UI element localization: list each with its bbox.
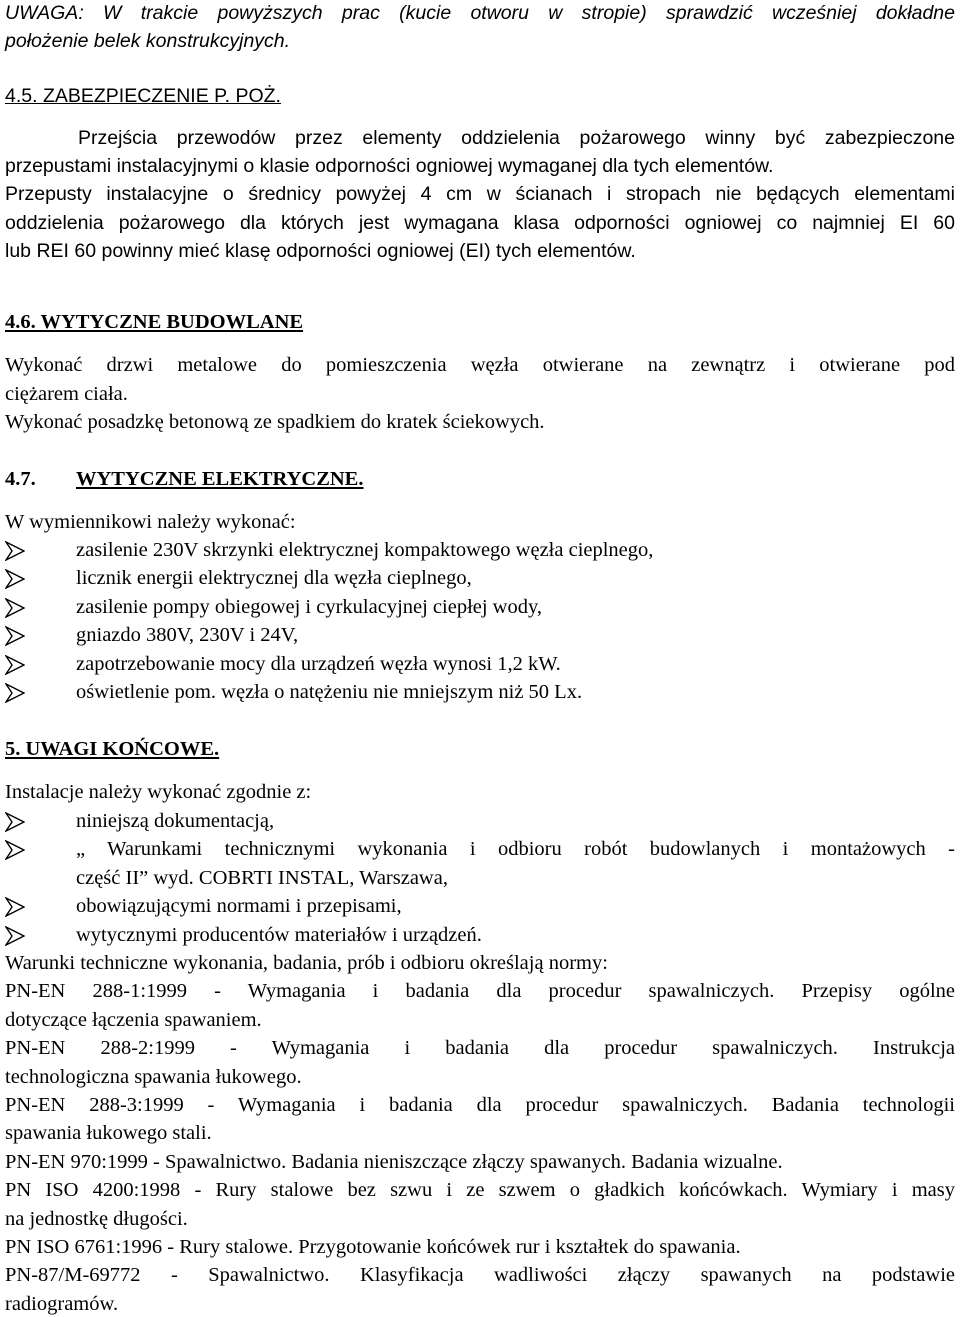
arrow-bullet-icon bbox=[5, 840, 25, 860]
section-4-5-heading: 4.5. ZABEZPIECZENIE P. POŻ. bbox=[5, 85, 281, 107]
list-item-text: niniejszą dokumentacją, bbox=[76, 810, 275, 832]
norms-intro: Warunki techniczne wykonania, badania, prób i odbioru określają normy: bbox=[5, 952, 608, 974]
arrow-bullet-icon bbox=[5, 926, 25, 946]
sec45-p2-line-3: lub REI 60 powinny mieć klasę odporności ogniowej (EI) tych elementów. bbox=[5, 240, 636, 262]
sec5-intro: Instalacje należy wykonać zgodnie z: bbox=[5, 781, 312, 803]
norm-line-cont: spawania łukowego stali. bbox=[5, 1122, 212, 1144]
list-item-text: licznik energii elektrycznej dla węzła cieplnego, bbox=[76, 567, 472, 589]
section-5-heading: 5. UWAGI KOŃCOWE. bbox=[5, 738, 220, 760]
section-4-7-heading: WYTYCZNE ELEKTRYCZNE. bbox=[76, 468, 364, 490]
norm-line: PN-EN 288-3:1999 - Wymagania i badania dla procedur spawalniczych. Badania technologii bbox=[5, 1094, 955, 1116]
arrow-bullet-icon bbox=[5, 897, 25, 917]
list-item-text: zasilenie pompy obiegowej i cyrkulacyjnej ciepłej wody, bbox=[76, 596, 543, 618]
uwaga-line-1: UWAGA: W trakcie powyższych prac (kucie otworu w stropie) sprawdzić wcześniej dokładne bbox=[5, 2, 955, 24]
sec45-p1-line-2: przepustami instalacyjnymi o klasie odporności ogniowej wymaganej dla tych elementów. bbox=[5, 155, 774, 177]
list-item-text: obowiązującymi normami i przepisami, bbox=[76, 895, 402, 917]
list-item-text: oświetlenie pom. węzła o natężeniu nie mniejszym niż 50 Lx. bbox=[76, 681, 583, 703]
norm-line-cont: radiogramów. bbox=[5, 1293, 119, 1315]
sec46-line-2: ciężarem ciała. bbox=[5, 383, 128, 405]
sec46-line-1: Wykonać drzwi metalowe do pomieszczenia węzła otwierane na zewnątrz i otwierane pod bbox=[5, 354, 955, 376]
list-item-text: gniazdo 380V, 230V i 24V, bbox=[76, 624, 299, 646]
norm-line: PN-EN 288-2:1999 - Wymagania i badania dla procedur spawalniczych. Instrukcja bbox=[5, 1037, 955, 1059]
sec45-p2-line-2: oddzielenia pożarowego dla których jest wymagana klasa odporności ogniowej co najmniej EI 60 bbox=[5, 212, 955, 234]
norm-line-cont: technologiczna spawania łukowego. bbox=[5, 1066, 302, 1088]
norm-line-cont: na jednostkę długości. bbox=[5, 1208, 188, 1230]
arrow-bullet-icon bbox=[5, 626, 25, 646]
section-4-7-number: 4.7. bbox=[5, 468, 36, 490]
sec46-line-3: Wykonać posadzkę betonową ze spadkiem do kratek ściekowych. bbox=[5, 411, 545, 433]
norm-line: PN-87/M-69772 - Spawalnictwo. Klasyfikacja wadliwości złączy spawanych na podstawie bbox=[5, 1264, 955, 1286]
list-item-text: zasilenie 230V skrzynki elektrycznej kompaktowego węzła cieplnego, bbox=[76, 539, 654, 561]
arrow-bullet-icon bbox=[5, 598, 25, 618]
norm-line: PN-EN 970:1999 - Spawalnictwo. Badania nieniszczące złączy spawanych. Badania wizualne. bbox=[5, 1151, 783, 1173]
arrow-bullet-icon bbox=[5, 541, 25, 561]
arrow-bullet-icon bbox=[5, 655, 25, 675]
sec47-intro: W wymiennikowi należy wykonać: bbox=[5, 511, 296, 533]
section-4-6-heading: 4.6. WYTYCZNE BUDOWLANE bbox=[5, 311, 304, 333]
sec45-p1-line-1: Przejścia przewodów przez elementy oddzielenia pożarowego winny być zabezpieczone bbox=[78, 127, 955, 149]
list-item-text: zapotrzebowanie mocy dla urządzeń węzła wynosi 1,2 kW. bbox=[76, 653, 561, 675]
arrow-bullet-icon bbox=[5, 683, 25, 703]
norm-line: PN ISO 4200:1998 - Rury stalowe bez szwu i ze szwem o gładkich końcówkach. Wymiary i masy bbox=[5, 1179, 955, 1201]
arrow-bullet-icon bbox=[5, 812, 25, 832]
sec45-p2-line-1: Przepusty instalacyjne o średnicy powyżej 4 cm w ścianach i stropach nie będących elementami bbox=[5, 183, 955, 205]
list-item-text: „ Warunkami technicznymi wykonania i odbioru robót budowlanych i montażowych - bbox=[76, 838, 955, 860]
list-item-text: wytycznymi producentów materiałów i urządzeń. bbox=[76, 924, 482, 946]
uwaga-line-2: położenie belek konstrukcyjnych. bbox=[5, 30, 291, 52]
norm-line: PN ISO 6761:1996 - Rury stalowe. Przygotowanie końcówek rur i kształtek do spawania. bbox=[5, 1236, 741, 1258]
norm-line: PN-EN 288-1:1999 - Wymagania i badania dla procedur spawalniczych. Przepisy ogólne bbox=[5, 980, 955, 1002]
list-item-continuation: część II” wyd. COBRTI INSTAL, Warszawa, bbox=[76, 867, 448, 889]
arrow-bullet-icon bbox=[5, 569, 25, 589]
norm-line-cont: dotyczące łączenia spawaniem. bbox=[5, 1009, 262, 1031]
